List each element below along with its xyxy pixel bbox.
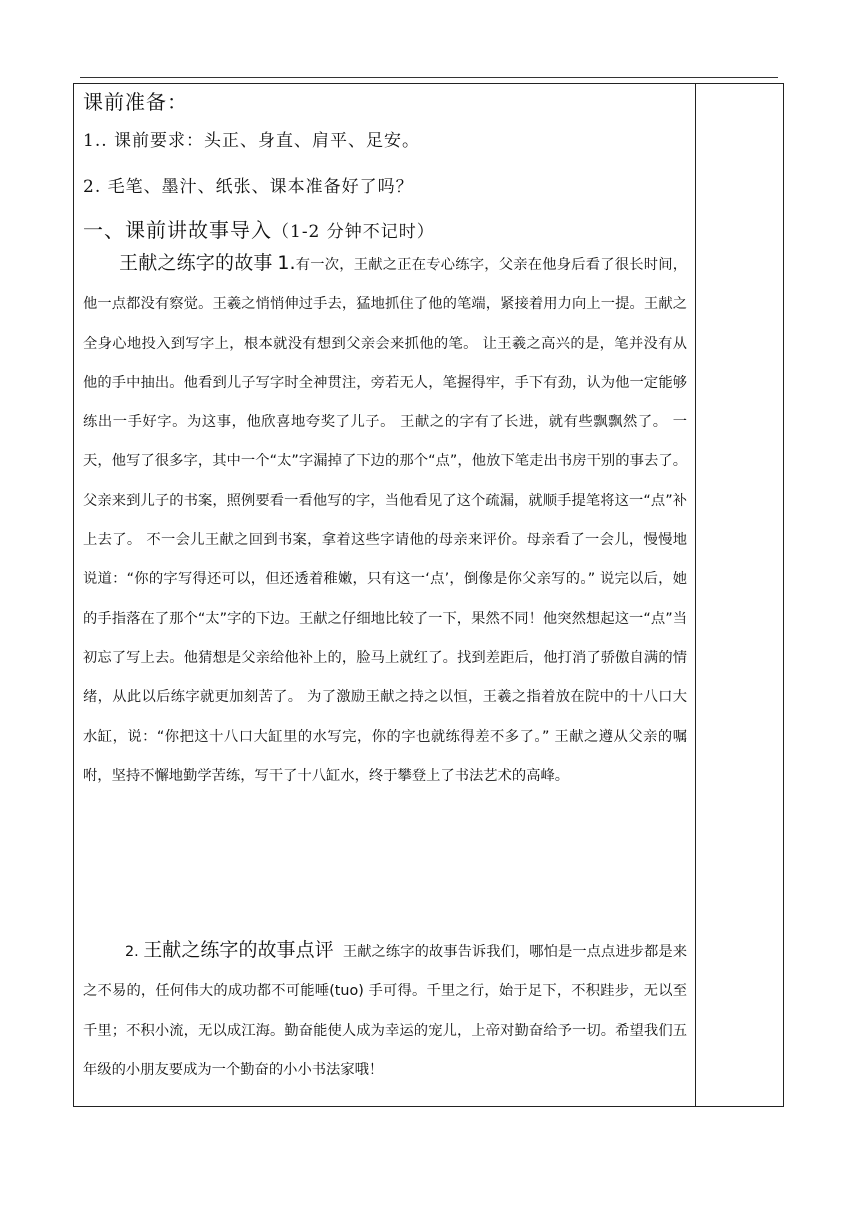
prep-item-2: 2. 毛笔、墨汁、纸张、课本准备好了吗？ [83, 177, 414, 197]
prep-item-1: 1.. 课前要求：头正、身直、肩平、足安。 [83, 131, 421, 151]
header-rule [80, 77, 778, 78]
section-heading-text: 一、课前讲故事导入 [83, 218, 272, 242]
review-paragraph [83, 931, 687, 1090]
section-heading-note: （1-2 分钟不记时） [272, 222, 435, 242]
review-body: 王献之练字的故事告诉我们，哪怕是一点点进步都是来之不易的，任何伟大的成功都不可能唾(tuo) 手可得。千里之行，始于足下，不积跬步，无以至千里；不积小流，无以成江海。勤奋能使人成为幸运的宠儿，上帝对勤奋给予一切。希望我们五年级的小朋友要成为一个勤奋的小小书法家哦！ [83, 944, 687, 1078]
lesson-table [73, 83, 784, 1107]
prep-title: 课前准备： [83, 90, 188, 114]
notes-cell [696, 84, 783, 1106]
story-paragraph [83, 244, 687, 796]
section-heading [83, 214, 435, 243]
review-number: 2. [125, 944, 139, 960]
content-cell [74, 84, 695, 1106]
story-number: 1. [277, 252, 296, 274]
story-body: 有一次，王献之正在专心练字，父亲在他身后看了很长时间，他一点都没有察觉。王羲之悄悄伸过手去，猛地抓住了他的笔端，紧接着用力向上一提。王献之全身心地投入到写字上，根本就没有想到父亲会来抓他的笔。 让王羲之高兴的是，笔并没有从他的手中抽出。他看到儿子写字时全神贯注，旁若无人，笔握得牢，手下有劲，认为他一定能够练出一手好字。为这事，他欣喜地夸奖了儿子。 王献之的字有了长进，就有些飘飘然了。 一天，他写了很多字，其中一个“太”字漏掉了下边的那个“点”，他放下笔走出书房干别的事去了。父亲来到儿子的书案，照例要看一看他写的字，当他看见了这个疏漏，就顺手提笔将这一“点”补上去了。 不一会儿王献之回到书案，拿着这些字请他的母亲来评价。母亲看了一会儿，慢慢地说道：“你的字写得还可以，但还透着稚嫩，只有这一‘点’，倒像是你父亲写的。” 说完以后，她的手指落在了那个“太”字的下边。王献之仔细地比较了一下，果然不同！他突然想起这一“点”当初忘了写上去。他猜想是父亲给他补上的，脸马上就红了。找到差距后，他打消了骄傲自满的情绪，从此以后练字就更加刻苦了。 为了激励王献之持之以恒，王羲之指着放在院中的十八口大水缸，说：“你把这十八口大缸里的水写完，你的字也就练得差不多了。” 王献之遵从父亲的嘱咐，坚持不懈地勤学苦练，写干了十八缸水，终于攀登上了书法艺术的高峰。 [83, 257, 687, 784]
review-heading: 王献之练字的故事点评 [143, 939, 334, 961]
story-heading: 王献之练字的故事 [119, 252, 273, 274]
